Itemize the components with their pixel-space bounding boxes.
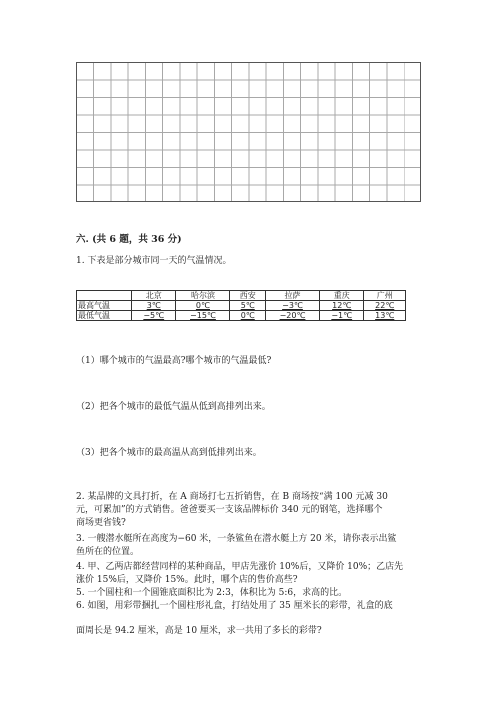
table-cell: −5℃: [132, 311, 176, 321]
q1-sub1: （1）哪个城市的气温最高?哪个城市的气温最低?: [76, 356, 272, 366]
table-header-row: [77, 291, 406, 301]
table-cell: −1℃: [320, 311, 364, 321]
q1-sub2: （2）把各个城市的最低气温从低到高排列出来。: [76, 402, 271, 412]
table-corner-cell: [77, 291, 132, 301]
table-row-min: [77, 311, 406, 321]
city-header: 西安: [230, 291, 266, 301]
city-header: 重庆: [320, 291, 364, 301]
section-title: 六. (共 6 题，共 36 分): [76, 234, 182, 245]
q5-line: 5. 一个圆柱和一个圆锥底面积比为 2:3，体积比为 5:6，求高的比。: [76, 588, 348, 598]
table-row-max: [77, 301, 406, 311]
table-cell: −20℃: [266, 311, 320, 321]
question-5: [76, 587, 428, 600]
table-cell: 0℃: [176, 301, 230, 311]
table-cell: 22℃: [364, 301, 406, 311]
table-cell: 3℃: [132, 301, 176, 311]
q1-sub3: （3）把各个城市的最高温从高到低排列出来。: [76, 448, 262, 458]
q6-line: 面周长是 94.2 厘米，高是 10 厘米，求一共用了多长的彩带?: [76, 626, 322, 636]
q3-line: 鱼所在的位置。: [76, 547, 140, 557]
city-header: 北京: [132, 291, 176, 301]
row-label: 最低气温: [77, 311, 132, 321]
q4-line: 涨价 15%后，又降价 15%。此时，哪个店的售价高些?: [76, 575, 298, 585]
table-cell: −15℃: [176, 311, 230, 321]
table-cell: 0℃: [230, 311, 266, 321]
table-cell: 5℃: [230, 301, 266, 311]
q3-line: 3. 一艘潜水艇所在高度为−60 米，一条鲨鱼在潜水艇上方 20 米，请你表示出鲨: [76, 534, 397, 544]
temperature-table: [76, 290, 406, 321]
question-4: [76, 561, 428, 587]
question-6: [76, 600, 428, 638]
city-header: 哈尔滨: [176, 291, 230, 301]
table-cell: 12℃: [320, 301, 364, 311]
question-2: [76, 491, 428, 530]
q6-line: 6. 如图，用彩带捆扎一个圆柱形礼盒，打结处用了 35 厘米长的彩带，礼盒的底: [76, 601, 393, 611]
question-3: [76, 533, 428, 559]
row-label: 最高气温: [77, 301, 132, 311]
city-header: 广州: [364, 291, 406, 301]
q6-spacer: [76, 613, 428, 625]
table-cell: 13℃: [364, 311, 406, 321]
q1-intro: 1. 下表是部分城市同一天的气温情况。: [76, 256, 232, 266]
q2-line: 商场更省钱?: [76, 518, 126, 528]
answer-grid: [76, 62, 421, 202]
city-header: 拉萨: [266, 291, 320, 301]
q2-line: 2. 某品牌的文具打折，在 A 商场打七五折销售，在 B 商场按“满 100 元减 30: [76, 492, 388, 502]
q4-line: 4. 甲、乙两店都经营同样的某种商品，甲店先涨价 10%后，又降价 10%；乙店先: [76, 562, 404, 572]
table-cell: −3℃: [266, 301, 320, 311]
q2-line: 元，可累加”的方式销售。爸爸要买一支该品牌标价 340 元的钢笔，选择哪个: [76, 505, 383, 515]
